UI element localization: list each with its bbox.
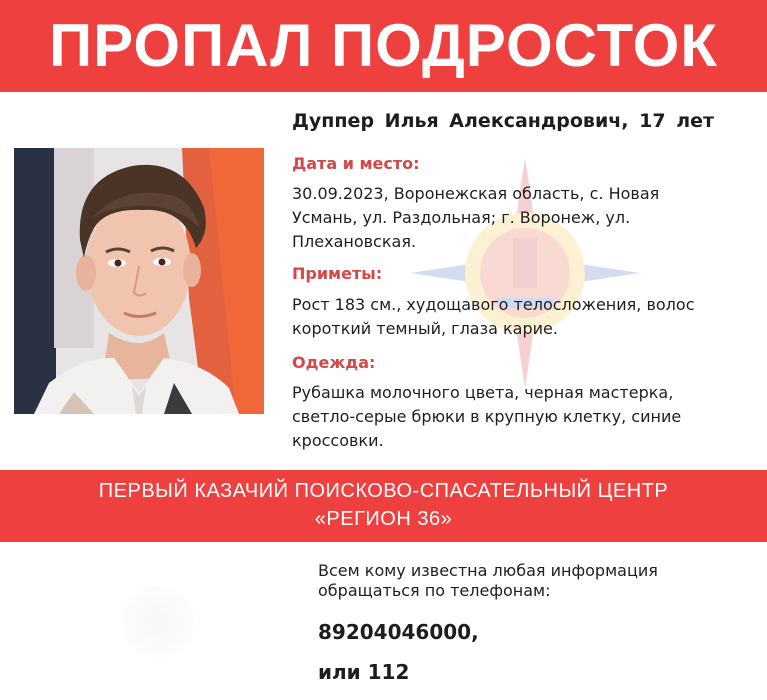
- features-line: короткий темный, глаза карие.: [292, 319, 558, 338]
- organization-name: ПЕРВЫЙ КАЗАЧИЙ ПОИСКОВО-СПАСАТЕЛЬНЫЙ ЦЕНТР: [98, 480, 669, 502]
- contact-appeal: [318, 561, 658, 601]
- date-place-text: [292, 182, 754, 254]
- teen-portrait-photo: [14, 148, 264, 414]
- emergency-phone[interactable]: или 112: [318, 660, 410, 684]
- clothing-line: светло-серые брюки в крупную клетку, синие: [292, 407, 682, 426]
- poster-title: ПРОПАЛ ПОДРОСТОК: [49, 12, 718, 79]
- contact-line: обращаться по телефонам:: [318, 581, 551, 600]
- organization-region: «РЕГИОН 36»: [314, 508, 453, 530]
- contact-line: Всем кому известна любая информация: [318, 561, 658, 580]
- date-place-line: 30.09.2023, Воронежская область, с. Новая: [292, 184, 660, 203]
- person-name-age: Дуппер Илья Александрович, 17 лет: [292, 110, 715, 132]
- date-place-label: Дата и место:: [292, 154, 420, 173]
- features-line: Рост 183 см., худощавого телосложения, волос: [292, 295, 695, 314]
- clothing-label: Одежда:: [292, 353, 376, 372]
- clothing-line: кроссовки.: [292, 431, 384, 450]
- phone-number[interactable]: 89204046000,: [318, 620, 479, 644]
- header-banner: [0, 0, 767, 92]
- clothing-line: Рубашка молочного цвета, черная мастерка,: [292, 383, 674, 402]
- date-place-line: Плехановская.: [292, 232, 417, 251]
- features-text: [292, 293, 754, 341]
- clothing-text: [292, 381, 754, 453]
- features-label: Приметы:: [292, 264, 383, 283]
- organization-banner: [0, 470, 767, 542]
- faint-emblem-shadow: [122, 586, 194, 658]
- date-place-line: Усмань, ул. Раздольная; г. Воронеж, ул.: [292, 208, 631, 227]
